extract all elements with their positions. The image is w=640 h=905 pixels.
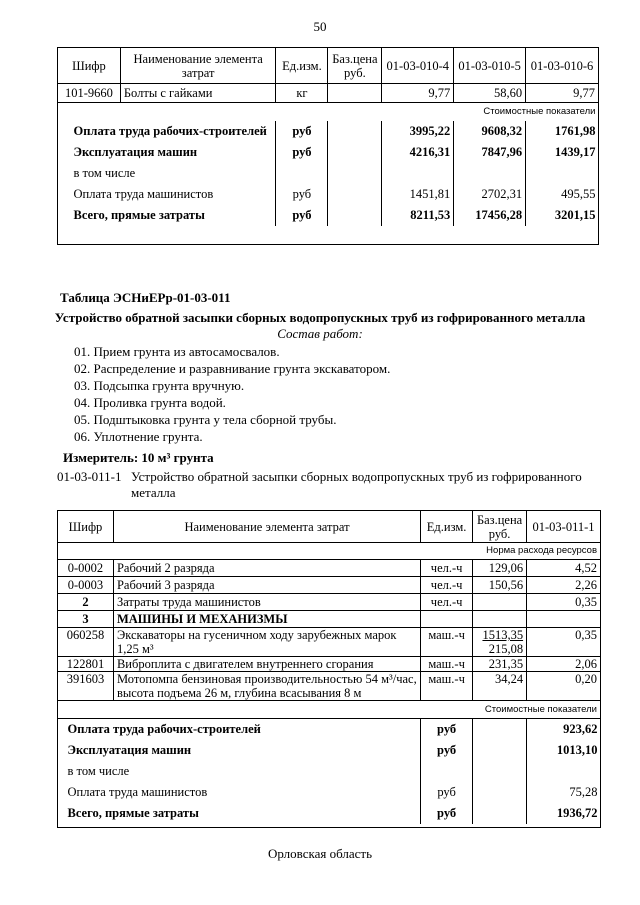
totals-unit [421,761,473,782]
price-value: 34,24 [494,672,524,686]
header-col-2: 01-03-010-5 [454,48,526,84]
totals-unit: руб [276,121,328,142]
cell-code: 391603 [58,672,114,701]
totals-value-1: 4216,31 [382,142,454,163]
totals-name: Оплата труда машинистов [67,785,208,799]
totals-name: Всего, прямые затраты [73,208,205,222]
totals-value [527,761,601,782]
totals-price [328,163,382,184]
totals-unit: руб [421,740,473,761]
header-col-3: 01-03-010-6 [526,48,599,84]
work-item: 04. Проливка грунта водой. [74,395,226,410]
price-value: 1513,35 [482,628,524,642]
totals-row [58,740,601,761]
cost-indicators-header: Стоимостные показатели [58,103,599,121]
page-number: 50 [313,19,327,34]
table-row [58,560,601,577]
header-unit: Ед.изм. [276,48,328,84]
totals-value-3: 3201,15 [526,205,599,226]
cell-name: Виброплита с двигателем внутреннего сгорания [113,657,420,672]
cell-code: 101-9660 [58,84,121,103]
totals-row [58,782,601,803]
cell-value: 2,06 [527,657,601,672]
cell-code: 0-0003 [58,577,114,594]
header-unit: Ед.изм. [421,511,473,543]
totals-name: Оплата труда машинистов [73,187,214,201]
totals-price [473,740,527,761]
cell-name: Болты с гайками [120,84,276,103]
totals-name: Эксплуатация машин [67,743,192,757]
cell-code: 060258 [58,628,114,657]
cell-value: 4,52 [527,560,601,577]
totals-value-2: 7847,96 [454,142,526,163]
totals-name: в том числе [67,764,130,778]
totals-value: 1936,72 [527,803,601,824]
totals-name: Оплата труда рабочих-строителей [73,124,267,138]
resource-table-1 [57,47,599,226]
header-base-price: Баз.цена руб. [328,48,382,84]
totals-row [58,803,601,824]
cell-name: Экскаваторы на гусеничном ходу зарубежных марок 1,25 м³ [113,628,420,657]
totals-value-3: 1439,17 [526,142,599,163]
footer-region: Орловская область [267,846,373,861]
totals-price [473,719,527,740]
totals-unit [276,163,328,184]
totals-value-1 [382,163,454,184]
cell-code: 2 [58,594,114,611]
table-row [58,84,599,103]
works-list [74,343,390,445]
totals-unit: руб [276,184,328,205]
header-col-1: 01-03-011-1 [527,511,601,543]
totals-row [58,142,599,163]
cell-unit: чел.-ч [421,577,473,594]
cell-price [473,628,527,657]
totals-unit: руб [276,142,328,163]
header-code: Шифр [58,511,114,543]
totals-unit: руб [421,719,473,740]
cell-unit: чел.-ч [421,560,473,577]
totals-price [473,782,527,803]
meter-label: Измеритель: 10 м³ грунта [63,450,214,465]
cell-name: Рабочий 2 разряда [113,560,420,577]
totals-price [328,184,382,205]
table-title: Таблица ЭСНиЕРр-01-03-011 [60,290,231,305]
table-row [58,628,601,657]
totals-unit: руб [421,803,473,824]
totals-name: Оплата труда рабочих-строителей [67,722,261,737]
totals-row [58,205,599,226]
cell-price [473,594,527,611]
totals-value: 923,62 [527,719,601,740]
totals-name: в том числе [73,166,136,180]
item-code: 01-03-011-1 [57,469,122,484]
totals-price [328,142,382,163]
cell-unit: кг [276,84,328,103]
cell-unit: маш.-ч [421,672,473,701]
work-item: 03. Подсыпка грунта вручную. [74,378,245,393]
work-item: 02. Распределение и разравнивание грунта экскаватором. [74,361,391,376]
work-item: 05. Подштыковка грунта у тела сборной трубы. [74,412,337,427]
cell-name: Рабочий 3 разряда [113,577,420,594]
table-row [58,657,601,672]
totals-row [58,761,601,782]
item-description-line1: Устройство обратной засыпки сборных водопропускных труб из гофрированного [131,469,582,484]
totals-value-2: 17456,28 [454,205,526,226]
cell-name: Затраты труда машинистов [113,594,420,611]
header-name: Наименование элемента затрат [113,511,420,543]
totals-name: Всего, прямые затраты [67,806,199,820]
item-description-line2: металла [131,485,176,500]
work-item: 06. Уплотнение грунта. [74,429,203,444]
norm-header: Норма расхода ресурсов [58,543,601,560]
totals-value-2 [454,163,526,184]
cell-price: 129,06 [473,560,527,577]
totals-value-1: 3995,22 [382,121,454,142]
cell-price [473,657,527,672]
header-code: Шифр [58,48,121,84]
totals-row [58,163,599,184]
cell-price [473,672,527,701]
header-name: Наименование элемента затрат [120,48,276,84]
totals-price [328,205,382,226]
cell-unit: чел.-ч [421,594,473,611]
totals-value-2: 9608,32 [454,121,526,142]
price-value-secondary: 215,08 [488,642,524,656]
totals-price [473,803,527,824]
cell-unit: маш.-ч [421,657,473,672]
cell-code: 122801 [58,657,114,672]
totals-name: Эксплуатация машин [73,145,198,159]
cell-price [328,84,382,103]
section-subtitle: Устройство обратной засыпки сборных водопропускных труб из гофрированного металла [54,310,586,325]
totals-value-2: 2702,31 [454,184,526,205]
cell-value: 0,35 [527,628,601,657]
totals-value: 1013,10 [527,740,601,761]
cell-value: 0,20 [527,672,601,701]
header-col-1: 01-03-010-4 [382,48,454,84]
works-label: Состав работ: [277,326,363,341]
totals-row [58,184,599,205]
cell-unit: маш.-ч [421,628,473,657]
cell-value-2: 58,60 [454,84,526,103]
cell-value: 2,26 [527,577,601,594]
table-row [58,594,601,611]
cell-value-1: 9,77 [382,84,454,103]
price-value: 231,35 [488,657,524,671]
totals-value-1: 8211,53 [382,205,454,226]
machines-code: 3 [58,611,114,628]
cell-price: 150,56 [473,577,527,594]
resource-table-2 [57,510,601,824]
totals-value: 75,28 [527,782,601,803]
machines-title: МАШИНЫ И МЕХАНИЗМЫ [113,611,420,628]
totals-value-1: 1451,81 [382,184,454,205]
totals-price [473,761,527,782]
totals-value-3: 1761,98 [526,121,599,142]
table-row [58,672,601,701]
totals-row [58,121,599,142]
totals-value-3 [526,163,599,184]
header-base-price: Баз.цена руб. [473,511,527,543]
cell-code: 0-0002 [58,560,114,577]
cell-value-3: 9,77 [526,84,599,103]
totals-price [328,121,382,142]
totals-unit: руб [276,205,328,226]
table-row [58,577,601,594]
cell-name: Мотопомпа бензиновая производительностью 54 м³/час, высота подъема 26 м, глубина всасывания 8 м [113,672,420,701]
cost-indicators-header: Стоимостные показатели [58,701,601,719]
totals-row [58,719,601,740]
cell-value: 0,35 [527,594,601,611]
totals-value-3: 495,55 [526,184,599,205]
work-item: 01. Прием грунта из автосамосвалов. [74,344,280,359]
totals-unit: руб [421,782,473,803]
